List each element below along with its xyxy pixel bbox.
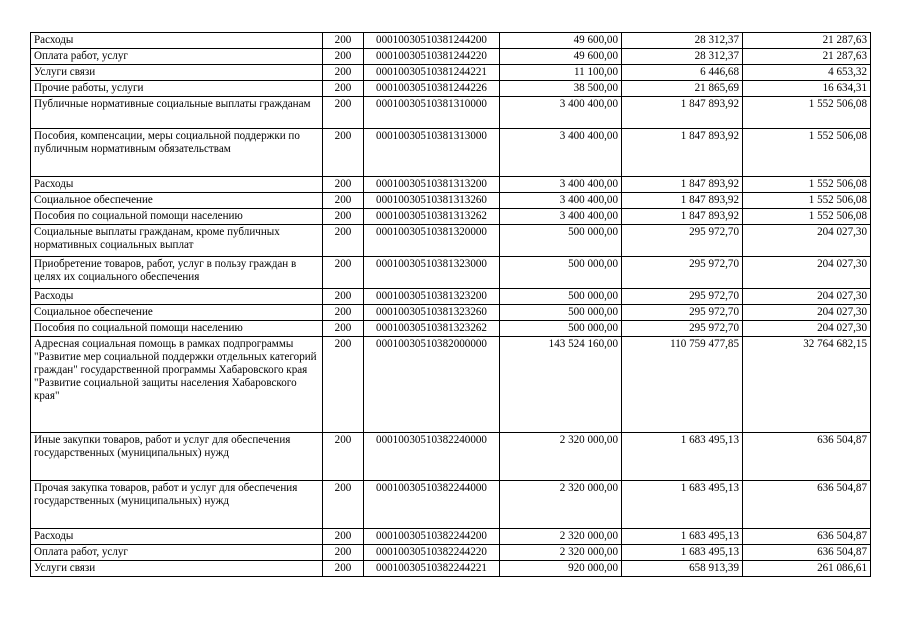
row-kbk: 00010030510381313200 (364, 177, 500, 193)
row-code: 200 (323, 97, 364, 129)
table-row (31, 65, 871, 81)
row-code: 200 (323, 337, 364, 433)
row-code: 200 (323, 33, 364, 49)
row-kbk: 00010030510381323000 (364, 257, 500, 289)
table-row (31, 481, 871, 529)
row-code: 200 (323, 129, 364, 177)
row-name: Пособия по социальной помощи населению (31, 321, 323, 337)
row-name: Услуги связи (31, 65, 323, 81)
row-executed: 295 972,70 (622, 225, 743, 257)
row-code: 200 (323, 49, 364, 65)
row-code: 200 (323, 193, 364, 209)
row-name: Социальные выплаты гражданам, кроме публичных нормативных социальных выплат (31, 225, 323, 257)
row-approved: 500 000,00 (500, 321, 622, 337)
row-remaining: 636 504,87 (743, 545, 871, 561)
row-executed: 28 312,37 (622, 33, 743, 49)
row-code: 200 (323, 289, 364, 305)
row-executed: 295 972,70 (622, 289, 743, 305)
table-row (31, 193, 871, 209)
row-approved: 920 000,00 (500, 561, 622, 577)
row-executed: 1 847 893,92 (622, 177, 743, 193)
row-name: Оплата работ, услуг (31, 49, 323, 65)
row-kbk: 00010030510381244226 (364, 81, 500, 97)
row-name: Расходы (31, 177, 323, 193)
table-row (31, 209, 871, 225)
row-code: 200 (323, 81, 364, 97)
row-approved: 2 320 000,00 (500, 545, 622, 561)
row-kbk: 00010030510381313000 (364, 129, 500, 177)
row-kbk: 00010030510381310000 (364, 97, 500, 129)
row-approved: 2 320 000,00 (500, 481, 622, 529)
budget-table (30, 32, 871, 577)
row-executed: 28 312,37 (622, 49, 743, 65)
row-code: 200 (323, 65, 364, 81)
row-kbk: 00010030510381323260 (364, 305, 500, 321)
row-executed: 1 847 893,92 (622, 193, 743, 209)
row-executed: 1 847 893,92 (622, 129, 743, 177)
row-code: 200 (323, 561, 364, 577)
row-kbk: 00010030510382000000 (364, 337, 500, 433)
row-kbk: 00010030510382244000 (364, 481, 500, 529)
row-approved: 3 400 400,00 (500, 129, 622, 177)
row-approved: 143 524 160,00 (500, 337, 622, 433)
table-row (31, 561, 871, 577)
row-name: Социальное обеспечение (31, 305, 323, 321)
table-row (31, 225, 871, 257)
row-approved: 500 000,00 (500, 305, 622, 321)
row-remaining: 32 764 682,15 (743, 337, 871, 433)
row-kbk: 00010030510381323200 (364, 289, 500, 305)
row-name: Пособия, компенсации, меры социальной поддержки по публичным нормативным обязательствам (31, 129, 323, 177)
row-approved: 49 600,00 (500, 33, 622, 49)
table-row (31, 33, 871, 49)
row-executed: 1 847 893,92 (622, 97, 743, 129)
row-approved: 11 100,00 (500, 65, 622, 81)
row-remaining: 1 552 506,08 (743, 209, 871, 225)
row-remaining: 636 504,87 (743, 529, 871, 545)
row-remaining: 21 287,63 (743, 49, 871, 65)
row-code: 200 (323, 177, 364, 193)
table-row (31, 257, 871, 289)
row-kbk: 00010030510382244220 (364, 545, 500, 561)
row-remaining: 636 504,87 (743, 433, 871, 481)
table-row (31, 81, 871, 97)
row-executed: 110 759 477,85 (622, 337, 743, 433)
row-approved: 3 400 400,00 (500, 209, 622, 225)
row-approved: 3 400 400,00 (500, 97, 622, 129)
table-row (31, 545, 871, 561)
row-remaining: 4 653,32 (743, 65, 871, 81)
row-executed: 1 847 893,92 (622, 209, 743, 225)
row-code: 200 (323, 433, 364, 481)
row-remaining: 1 552 506,08 (743, 129, 871, 177)
table-row (31, 129, 871, 177)
table-row (31, 97, 871, 129)
row-remaining: 1 552 506,08 (743, 177, 871, 193)
row-kbk: 00010030510381323262 (364, 321, 500, 337)
row-executed: 1 683 495,13 (622, 481, 743, 529)
row-approved: 49 600,00 (500, 49, 622, 65)
row-name: Социальное обеспечение (31, 193, 323, 209)
table-row (31, 177, 871, 193)
row-kbk: 00010030510381313262 (364, 209, 500, 225)
row-remaining: 1 552 506,08 (743, 97, 871, 129)
table-row (31, 433, 871, 481)
row-code: 200 (323, 257, 364, 289)
table-row (31, 305, 871, 321)
row-approved: 500 000,00 (500, 289, 622, 305)
row-kbk: 00010030510381244221 (364, 65, 500, 81)
table-row (31, 337, 871, 433)
row-name: Пособия по социальной помощи населению (31, 209, 323, 225)
row-name: Иные закупки товаров, работ и услуг для обеспечения государственных (муниципальных) нужд (31, 433, 323, 481)
row-code: 200 (323, 321, 364, 337)
row-executed: 1 683 495,13 (622, 529, 743, 545)
row-kbk: 00010030510381320000 (364, 225, 500, 257)
row-code: 200 (323, 209, 364, 225)
row-approved: 500 000,00 (500, 257, 622, 289)
row-approved: 38 500,00 (500, 81, 622, 97)
row-executed: 1 683 495,13 (622, 545, 743, 561)
row-name: Оплата работ, услуг (31, 545, 323, 561)
row-remaining: 1 552 506,08 (743, 193, 871, 209)
table-row (31, 529, 871, 545)
row-name: Приобретение товаров, работ, услуг в пользу граждан в целях их социального обеспечения (31, 257, 323, 289)
row-name: Прочие работы, услуги (31, 81, 323, 97)
row-name: Расходы (31, 529, 323, 545)
row-remaining: 636 504,87 (743, 481, 871, 529)
row-code: 200 (323, 529, 364, 545)
row-executed: 295 972,70 (622, 257, 743, 289)
row-name: Расходы (31, 289, 323, 305)
row-approved: 2 320 000,00 (500, 529, 622, 545)
row-code: 200 (323, 545, 364, 561)
row-remaining: 204 027,30 (743, 305, 871, 321)
row-remaining: 204 027,30 (743, 257, 871, 289)
row-name: Расходы (31, 33, 323, 49)
row-name: Адресная социальная помощь в рамках подпрограммы "Развитие мер социальной поддержки отдельных категорий граждан" государственной программы Хабаровского края "Развитие социальной защиты населения Хабаровского края" (31, 337, 323, 433)
row-kbk: 00010030510381244220 (364, 49, 500, 65)
row-remaining: 204 027,30 (743, 289, 871, 305)
table-row (31, 321, 871, 337)
row-executed: 21 865,69 (622, 81, 743, 97)
row-kbk: 00010030510382244221 (364, 561, 500, 577)
row-code: 200 (323, 305, 364, 321)
row-executed: 1 683 495,13 (622, 433, 743, 481)
row-code: 200 (323, 225, 364, 257)
row-name: Публичные нормативные социальные выплаты гражданам (31, 97, 323, 129)
row-remaining: 16 634,31 (743, 81, 871, 97)
row-executed: 6 446,68 (622, 65, 743, 81)
table-row (31, 49, 871, 65)
table-row (31, 289, 871, 305)
row-approved: 2 320 000,00 (500, 433, 622, 481)
row-approved: 3 400 400,00 (500, 193, 622, 209)
row-kbk: 00010030510382240000 (364, 433, 500, 481)
row-remaining: 21 287,63 (743, 33, 871, 49)
row-kbk: 00010030510381244200 (364, 33, 500, 49)
row-remaining: 204 027,30 (743, 321, 871, 337)
row-executed: 295 972,70 (622, 305, 743, 321)
row-code: 200 (323, 481, 364, 529)
row-executed: 658 913,39 (622, 561, 743, 577)
row-approved: 3 400 400,00 (500, 177, 622, 193)
row-remaining: 204 027,30 (743, 225, 871, 257)
row-kbk: 00010030510382244200 (364, 529, 500, 545)
row-approved: 500 000,00 (500, 225, 622, 257)
row-executed: 295 972,70 (622, 321, 743, 337)
row-remaining: 261 086,61 (743, 561, 871, 577)
row-name: Прочая закупка товаров, работ и услуг для обеспечения государственных (муниципальных) нужд (31, 481, 323, 529)
row-name: Услуги связи (31, 561, 323, 577)
row-kbk: 00010030510381313260 (364, 193, 500, 209)
